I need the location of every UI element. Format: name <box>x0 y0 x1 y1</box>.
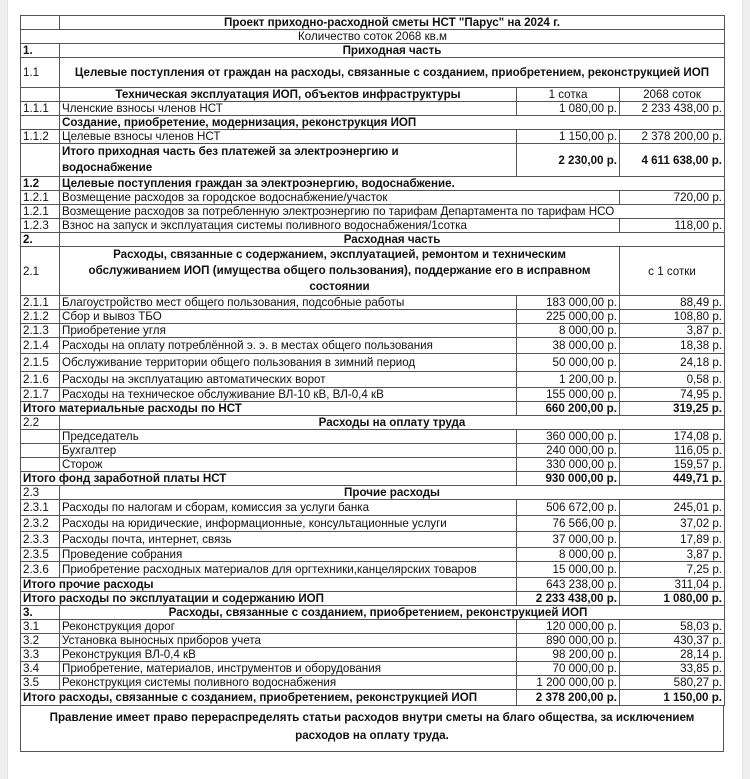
section-header-row <box>21 247 725 296</box>
total-value-sum: 4 611 638,00 р. <box>620 144 725 177</box>
row-value-per-plot: 3,87 р. <box>620 324 725 338</box>
row-value-total: 330 000,00 р. <box>517 458 620 472</box>
table-row <box>21 205 725 219</box>
row-label: Расходы на эксплуатацию автоматических ворот <box>60 372 517 388</box>
row-value-total: 37 000,00 р. <box>517 532 620 548</box>
row-label: Расходы на оплату потреблённой э. э. в местах общего пользования <box>60 338 517 354</box>
table-row <box>21 354 725 372</box>
section-title: Целевые поступления граждан за электроэнергию, водоснабжение. <box>60 177 725 191</box>
row-value-total: 98 200,00 р. <box>517 648 620 662</box>
row-label: Приобретение расходных материалов для оргтехники,канцелярских товаров <box>60 562 517 578</box>
row-value-total: 360 000,00 р. <box>517 430 620 444</box>
table-row <box>21 191 725 205</box>
row-label: Сторож <box>60 458 517 472</box>
row-number: 2.1.5 <box>21 354 60 372</box>
table-row <box>21 296 725 310</box>
row-number: 2.1.3 <box>21 324 60 338</box>
table-row <box>21 102 725 116</box>
row-label: Реконструкция дорог <box>60 620 517 634</box>
total-row <box>21 144 725 177</box>
subtitle-row <box>21 30 725 44</box>
table-row <box>21 532 725 548</box>
table-row <box>21 458 725 472</box>
table-row <box>21 219 725 233</box>
row-value-per-plot: 0,58 р. <box>620 372 725 388</box>
table-row <box>21 620 725 634</box>
row-number <box>21 444 60 458</box>
row-value-total: 890 000,00 р. <box>517 634 620 648</box>
column-header-per-plot: 1 сотка <box>517 88 620 102</box>
document-title: Проект приходно-расходной сметы НСТ "Парус" на 2024 г. <box>60 16 725 30</box>
row-label: Расходы по налогам и сборам, комиссия за услуги банка <box>60 500 517 516</box>
total-value-per-plot: 319,25 р. <box>620 402 725 416</box>
total-row <box>21 690 725 706</box>
row-value-per-plot: 74,95 р. <box>620 388 725 402</box>
row-value-total: 15 000,00 р. <box>517 562 620 578</box>
row-value-total: 1 200,00 р. <box>517 372 620 388</box>
column-header-total: 2068 соток <box>620 88 725 102</box>
row-value-per-plot: 159,57 р. <box>620 458 725 472</box>
row-value-per-plot: 24,18 р. <box>620 354 725 372</box>
row-number: 3.5 <box>21 676 60 690</box>
column-header-per-plot: с 1 сотки <box>620 247 725 296</box>
row-value-total: 155 000,00 р. <box>517 388 620 402</box>
section-number: 1.1 <box>21 58 60 88</box>
total-row <box>21 402 725 416</box>
section-title: Приходная часть <box>60 44 725 58</box>
title-row <box>21 16 725 30</box>
row-number <box>21 458 60 472</box>
row-label: Взнос на запуск и эксплуатация системы поливного водоснабжения/1сотка <box>60 219 620 233</box>
row-value-per-plot: 58,03 р. <box>620 620 725 634</box>
row-value-total: 225 000,00 р. <box>517 310 620 324</box>
row-number: 2.3.2 <box>21 516 60 532</box>
row-value-per-plot: 430,37 р. <box>620 634 725 648</box>
table-row <box>21 500 725 516</box>
row-value-total: 76 566,00 р. <box>517 516 620 532</box>
table-row <box>21 634 725 648</box>
total-row <box>21 578 725 592</box>
total-value-sum: 660 200,00 р. <box>517 402 620 416</box>
row-label: Приобретение угля <box>60 324 517 338</box>
row-value-total: 506 672,00 р. <box>517 500 620 516</box>
section-header-row <box>21 233 725 247</box>
section-number: 2.2 <box>21 416 60 430</box>
table-row <box>21 516 725 532</box>
row-label: Установка выносных приборов учета <box>60 634 517 648</box>
table-row <box>21 130 725 144</box>
footnote: Правление имеет право перераспределять статьи расходов внутри сметы на благо общества, за исключением расходов на оплату труда. <box>20 706 724 752</box>
row-label: Благоустройство мест общего пользования, подсобные работы <box>60 296 517 310</box>
section-number: 3. <box>21 606 60 620</box>
table-row <box>21 662 725 676</box>
total-value-per-plot: 2 230,00 р. <box>517 144 620 177</box>
row-number: 1.1.2 <box>21 130 60 144</box>
row-value-total: 120 000,00 р. <box>517 620 620 634</box>
total-label: Итого расходы, связанные с созданием, приобретением, реконструкцией ИОП <box>21 690 517 706</box>
row-value-per-plot: 1 150,00 р. <box>517 130 620 144</box>
row-value-total: 240 000,00 р. <box>517 444 620 458</box>
section-number: 2.3 <box>21 486 60 500</box>
table-row <box>21 430 725 444</box>
row-number: 2.1.6 <box>21 372 60 388</box>
section-number: 2.1 <box>21 247 60 296</box>
row-value-per-plot: 18,38 р. <box>620 338 725 354</box>
table-row <box>21 648 725 662</box>
table-row <box>21 562 725 578</box>
total-value-sum: 930 000,00 р. <box>517 472 620 486</box>
row-value-total: 70 000,00 р. <box>517 662 620 676</box>
row-number: 2.1.1 <box>21 296 60 310</box>
row-label: Расходы почта, интернет, связь <box>60 532 517 548</box>
table-row <box>21 324 725 338</box>
row-number: 2.1.4 <box>21 338 60 354</box>
total-value-per-plot: 1 150,00 р. <box>620 690 725 706</box>
section-title: Прочие расходы <box>60 486 725 500</box>
row-number: 2.1.2 <box>21 310 60 324</box>
row-value-per-plot: 7,25 р. <box>620 562 725 578</box>
total-value-sum: 2 233 438,00 р. <box>517 592 620 606</box>
row-label: Реконструкция системы поливного водоснабжения <box>60 676 517 690</box>
section-header-row <box>21 58 725 88</box>
row-number: 1.1.1 <box>21 102 60 116</box>
table-row <box>21 548 725 562</box>
row-number: 2.3.1 <box>21 500 60 516</box>
section-header-row <box>21 416 725 430</box>
table-row <box>21 338 725 354</box>
section-title: Расходы на оплату труда <box>60 416 725 430</box>
row-label: Сбор и вывоз ТБО <box>60 310 517 324</box>
row-label: Обслуживание территории общего пользования в зимний период <box>60 354 517 372</box>
row-number <box>21 430 60 444</box>
row-value-total: 38 000,00 р. <box>517 338 620 354</box>
total-row <box>21 592 725 606</box>
row-value-per-plot: 1 080,00 р. <box>517 102 620 116</box>
row-value-total: 1 200 000,00 р. <box>517 676 620 690</box>
row-number: 2.3.6 <box>21 562 60 578</box>
row-number: 2.1.7 <box>21 388 60 402</box>
page-edge-left <box>0 0 8 779</box>
section-number: 1.2 <box>21 177 60 191</box>
row-label: Членские взносы членов НСТ <box>60 102 517 116</box>
row-value-per-plot: 28,14 р. <box>620 648 725 662</box>
total-value-sum: 2 378 200,00 р. <box>517 690 620 706</box>
section-header-row <box>21 606 725 620</box>
row-value-per-plot: 108,80 р. <box>620 310 725 324</box>
row-value-per-plot: 116,05 р. <box>620 444 725 458</box>
budget-table <box>20 15 725 706</box>
row-label: Проведение собрания <box>60 548 517 562</box>
column-header-row <box>21 88 725 102</box>
page-edge-right <box>742 0 750 779</box>
total-label: Итого фонд заработной платы НСТ <box>21 472 517 486</box>
row-label: Председатель <box>60 430 517 444</box>
row-number: 3.3 <box>21 648 60 662</box>
section-header-row <box>21 177 725 191</box>
table-row <box>21 388 725 402</box>
row-value-total: 720,00 р. <box>620 191 725 205</box>
total-row <box>21 472 725 486</box>
row-value-total: 118,00 р. <box>620 219 725 233</box>
row-number: 1.2.1 <box>21 191 60 205</box>
section-title: Расходная часть <box>60 233 725 247</box>
row-value-total: 50 000,00 р. <box>517 354 620 372</box>
total-value-per-plot: 1 080,00 р. <box>620 592 725 606</box>
section-title: Расходы, связанные с созданием, приобретением, реконструкцией ИОП <box>60 606 725 620</box>
row-value-total: 183 000,00 р. <box>517 296 620 310</box>
row-value-per-plot: 88,49 р. <box>620 296 725 310</box>
row-value-per-plot: 580,27 р. <box>620 676 725 690</box>
row-value-per-plot: 33,85 р. <box>620 662 725 676</box>
total-label: Итого приходная часть без платежей за электроэнергию и водоснабжение <box>60 144 517 177</box>
row-label: Реконструкция ВЛ-0,4 кВ <box>60 648 517 662</box>
row-label: Расходы на техническое обслуживание ВЛ-10 кВ, ВЛ-0,4 кВ <box>60 388 517 402</box>
section-number: 1. <box>21 44 60 58</box>
section-number: 2. <box>21 233 60 247</box>
row-value-per-plot: 174,08 р. <box>620 430 725 444</box>
row-value-total: 8 000,00 р. <box>517 548 620 562</box>
row-label: Возмещение расходов за городское водоснабжение/участок <box>60 191 620 205</box>
row-number: 2.3.5 <box>21 548 60 562</box>
row-value-total: 2 378 200,00 р. <box>620 130 725 144</box>
row-label: Расходы на юридические, информационные, консультационные услуги <box>60 516 517 532</box>
table-row <box>21 444 725 458</box>
total-label: Итого прочие расходы <box>21 578 517 592</box>
row-value-total: 2 233 438,00 р. <box>620 102 725 116</box>
total-value-per-plot: 449,71 р. <box>620 472 725 486</box>
table-row <box>21 676 725 690</box>
section-header-row <box>21 44 725 58</box>
row-number: 1.2.3 <box>21 219 60 233</box>
row-label: Возмещение расходов за потребленную электроэнергию по тарифам Департамента по тарифам НСО <box>60 205 725 219</box>
row-value-per-plot: 245,01 р. <box>620 500 725 516</box>
total-value-per-plot: 311,04 р. <box>620 578 725 592</box>
table-row <box>21 372 725 388</box>
row-number: 3.4 <box>21 662 60 676</box>
row-label: Бухгалтер <box>60 444 517 458</box>
section-header-row <box>21 486 725 500</box>
plot-count: Количество соток 2068 кв.м <box>21 30 725 44</box>
subheader-row <box>21 116 725 130</box>
budget-sheet <box>20 15 724 752</box>
section-title: Целевые поступления от граждан на расходы, связанные с созданием, приобретением, реконструкцией ИОП <box>60 58 725 88</box>
row-label: Целевые взносы членов НСТ <box>60 130 517 144</box>
column-header-label: Техническая эксплуатация ИОП, объектов инфраструктуры <box>60 88 517 102</box>
table-row <box>21 310 725 324</box>
subheader-label: Создание, приобретение, модернизация, реконструкция ИОП <box>60 116 725 130</box>
total-label: Итого материальные расходы по НСТ <box>21 402 517 416</box>
row-label: Приобретение, материалов, инструментов и оборудования <box>60 662 517 676</box>
row-value-per-plot: 17,89 р. <box>620 532 725 548</box>
row-number: 1.2.1 <box>21 205 60 219</box>
row-value-per-plot: 3,87 р. <box>620 548 725 562</box>
row-number: 3.2 <box>21 634 60 648</box>
row-number: 2.3.3 <box>21 532 60 548</box>
total-value-sum: 643 238,00 р. <box>517 578 620 592</box>
row-value-total: 8 000,00 р. <box>517 324 620 338</box>
section-title: Расходы, связанные с содержанием, эксплуатацией, ремонтом и техническим обслуживанием ИОП (имущества общего пользования), поддержание его в исправном состоянии <box>60 247 620 296</box>
row-number: 3.1 <box>21 620 60 634</box>
row-value-per-plot: 37,02 р. <box>620 516 725 532</box>
total-label: Итого расходы по эксплуатации и содержанию ИОП <box>21 592 517 606</box>
